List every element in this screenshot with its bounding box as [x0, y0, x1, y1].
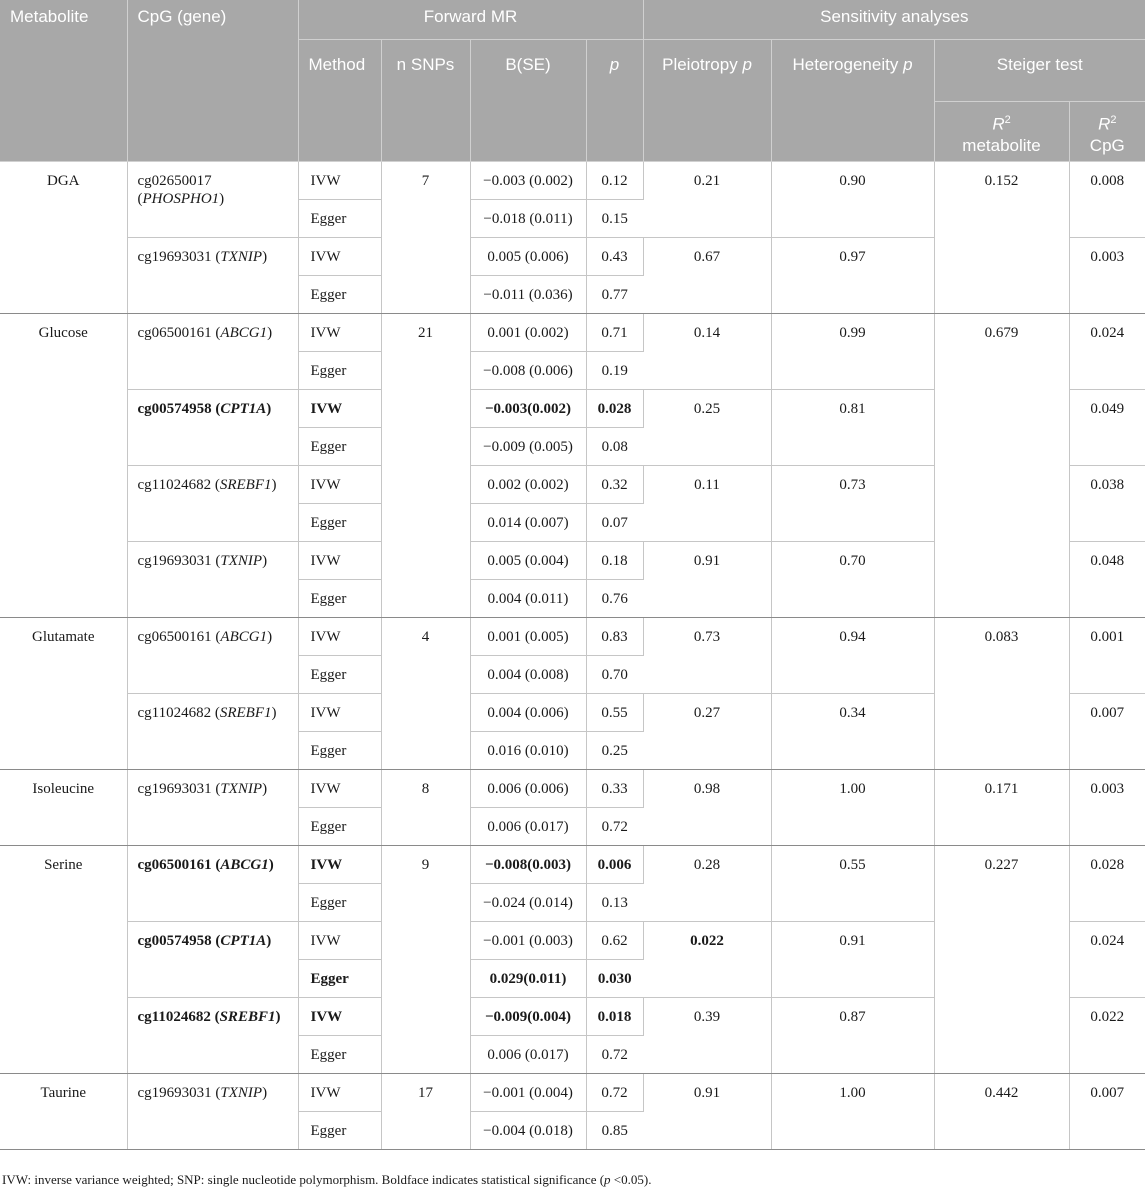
p-cell: 0.43	[586, 238, 643, 276]
p-cell: 0.70	[586, 656, 643, 694]
table-body	[0, 162, 1145, 1150]
p-cell: 0.18	[586, 542, 643, 580]
r2-cpg-cell: 0.024	[1069, 314, 1145, 390]
r2-cpg-cell: 0.007	[1069, 694, 1145, 770]
heterogeneity-p-cell: 1.00	[771, 1074, 934, 1150]
pleiotropy-p-cell: 0.39	[643, 998, 771, 1074]
pleiotropy-p-cell: 0.25	[643, 390, 771, 466]
p-cell: 0.76	[586, 580, 643, 618]
cpg-gene-cell: cg06500161 (ABCG1)	[127, 618, 298, 694]
cpg-id: cg06500161	[137, 629, 212, 645]
header-sensitivity: Sensitivity analyses	[643, 0, 1145, 40]
header-method: Method	[298, 40, 381, 162]
cpg-id: cg19693031	[137, 553, 212, 569]
header-metabolite: Metabolite	[0, 0, 127, 162]
gene-name: SREBF1	[219, 477, 272, 493]
metabolite-cell: Taurine	[0, 1074, 127, 1150]
gene-name: ABCG1	[220, 325, 268, 341]
b-se-cell: 0.006 (0.006)	[470, 770, 586, 808]
table-row	[0, 162, 1145, 200]
method-cell: IVW	[298, 542, 381, 580]
r2-metabolite-cell: 0.083	[934, 618, 1069, 770]
heterogeneity-p-cell: 0.90	[771, 162, 934, 238]
cpg-gene-cell: cg06500161 (ABCG1)	[127, 314, 298, 390]
method-cell: Egger	[298, 504, 381, 542]
gene-name: TXNIP	[220, 553, 263, 569]
method-cell: IVW	[298, 618, 381, 656]
gene-name: TXNIP	[220, 1085, 263, 1101]
heterogeneity-p-cell: 1.00	[771, 770, 934, 846]
b-se-cell: 0.004 (0.008)	[470, 656, 586, 694]
pleiotropy-p-cell: 0.67	[643, 238, 771, 314]
header-n-snps: n SNPs	[381, 40, 470, 162]
p-cell: 0.13	[586, 884, 643, 922]
metabolite-cell: Glutamate	[0, 618, 127, 770]
heterogeneity-p-cell: 0.34	[771, 694, 934, 770]
method-cell: Egger	[298, 960, 381, 998]
footnote: IVW: inverse variance weighted; SNP: single nucleotide polymorphism. Boldface indicates statistical significance (p <0.05).	[2, 1172, 652, 1187]
n-snps-cell: 21	[381, 314, 470, 618]
method-cell: IVW	[298, 770, 381, 808]
r2-cpg-cell: 0.003	[1069, 770, 1145, 846]
b-se-cell: 0.005 (0.006)	[470, 238, 586, 276]
b-se-cell: −0.001 (0.004)	[470, 1074, 586, 1112]
r2-cpg-cell: 0.003	[1069, 238, 1145, 314]
r2-metabolite-cell: 0.227	[934, 846, 1069, 1074]
r2-cpg-cell: 0.024	[1069, 922, 1145, 998]
metabolite-cell: Glucose	[0, 314, 127, 618]
pleiotropy-p-cell: 0.98	[643, 770, 771, 846]
header-cpg-gene: CpG (gene)	[127, 0, 298, 162]
pleiotropy-p-cell: 0.21	[643, 162, 771, 238]
cpg-gene-cell: cg11024682 (SREBF1)	[127, 466, 298, 542]
cpg-gene-cell: cg19693031 (TXNIP)	[127, 238, 298, 314]
n-snps-cell: 4	[381, 618, 470, 770]
pleiotropy-p-cell: 0.28	[643, 846, 771, 922]
gene-name: ABCG1	[220, 629, 268, 645]
heterogeneity-p-cell: 0.70	[771, 542, 934, 618]
cpg-gene-cell: cg11024682 (SREBF1)	[127, 998, 298, 1074]
p-cell: 0.19	[586, 352, 643, 390]
metabolite-cell: Serine	[0, 846, 127, 1074]
b-se-cell: −0.004 (0.018)	[470, 1112, 586, 1150]
cpg-id: cg11024682	[137, 705, 212, 721]
r2-cpg-cell: 0.008	[1069, 162, 1145, 238]
b-se-cell: −0.024 (0.014)	[470, 884, 586, 922]
b-se-cell: −0.003 (0.002)	[470, 162, 586, 200]
p-cell: 0.028	[586, 390, 643, 428]
cpg-id: cg02650017	[137, 173, 212, 189]
b-se-cell: 0.004 (0.011)	[470, 580, 586, 618]
r2-metabolite-cell: 0.442	[934, 1074, 1069, 1150]
gene-name: SREBF1	[219, 1009, 276, 1025]
method-cell: Egger	[298, 200, 381, 238]
method-cell: Egger	[298, 808, 381, 846]
p-cell: 0.72	[586, 1074, 643, 1112]
heterogeneity-p-cell: 0.97	[771, 238, 934, 314]
p-cell: 0.72	[586, 808, 643, 846]
p-cell: 0.72	[586, 1036, 643, 1074]
pleiotropy-p-cell: 0.27	[643, 694, 771, 770]
method-cell: IVW	[298, 466, 381, 504]
method-cell: IVW	[298, 922, 381, 960]
b-se-cell: 0.004 (0.006)	[470, 694, 586, 732]
p-cell: 0.85	[586, 1112, 643, 1150]
r2-metabolite-cell: 0.679	[934, 314, 1069, 618]
b-se-cell: −0.009 (0.005)	[470, 428, 586, 466]
table-row	[0, 846, 1145, 884]
cpg-gene-cell: cg19693031 (TXNIP)	[127, 1074, 298, 1150]
pleiotropy-p-cell: 0.14	[643, 314, 771, 390]
r2-cpg-cell: 0.007	[1069, 1074, 1145, 1150]
heterogeneity-p-cell: 0.94	[771, 618, 934, 694]
p-cell: 0.77	[586, 276, 643, 314]
cpg-id: cg19693031	[137, 781, 212, 797]
cpg-id: cg00574958	[137, 401, 212, 417]
n-snps-cell: 17	[381, 1074, 470, 1150]
cpg-id: cg06500161	[137, 857, 212, 873]
b-se-cell: −0.001 (0.003)	[470, 922, 586, 960]
b-se-cell: 0.005 (0.004)	[470, 542, 586, 580]
b-se-cell: 0.006 (0.017)	[470, 808, 586, 846]
method-cell: Egger	[298, 276, 381, 314]
cpg-gene-cell: cg19693031 (TXNIP)	[127, 770, 298, 846]
p-cell: 0.25	[586, 732, 643, 770]
r2-cpg-cell: 0.028	[1069, 846, 1145, 922]
b-se-cell: −0.003(0.002)	[470, 390, 586, 428]
method-cell: IVW	[298, 1074, 381, 1112]
r2-cpg-cell: 0.022	[1069, 998, 1145, 1074]
b-se-cell: 0.001 (0.002)	[470, 314, 586, 352]
header-r2-cpg: $R^2$ CpG	[1069, 102, 1145, 162]
metabolite-cell: Isoleucine	[0, 770, 127, 846]
cpg-id: cg11024682	[137, 477, 212, 493]
b-se-cell: −0.009(0.004)	[470, 998, 586, 1036]
r2-cpg-cell: 0.001	[1069, 618, 1145, 694]
method-cell: Egger	[298, 732, 381, 770]
p-cell: 0.12	[586, 162, 643, 200]
method-cell: Egger	[298, 428, 381, 466]
cpg-gene-cell: cg11024682 (SREBF1)	[127, 694, 298, 770]
gene-name: CPT1A	[220, 933, 267, 949]
heterogeneity-p-cell: 0.91	[771, 922, 934, 998]
r2-metabolite-cell: 0.152	[934, 162, 1069, 314]
method-cell: IVW	[298, 390, 381, 428]
cpg-gene-cell: cg00574958 (CPT1A)	[127, 390, 298, 466]
header-b-se: B(SE)	[470, 40, 586, 162]
b-se-cell: −0.011 (0.036)	[470, 276, 586, 314]
pleiotropy-p-cell: 0.91	[643, 1074, 771, 1150]
cpg-id: cg11024682	[137, 1009, 211, 1025]
pleiotropy-p-cell: 0.73	[643, 618, 771, 694]
heterogeneity-p-cell: 0.81	[771, 390, 934, 466]
cpg-id: cg06500161	[137, 325, 212, 341]
p-cell: 0.006	[586, 846, 643, 884]
gene-name: PHOSPHO1	[142, 191, 220, 207]
p-cell: 0.55	[586, 694, 643, 732]
heterogeneity-p-cell: 0.87	[771, 998, 934, 1074]
p-cell: 0.15	[586, 200, 643, 238]
header-forward-mr: Forward MR	[298, 0, 643, 40]
r2-cpg-cell: 0.048	[1069, 542, 1145, 618]
method-cell: Egger	[298, 1036, 381, 1074]
p-cell: 0.71	[586, 314, 643, 352]
table-row	[0, 314, 1145, 352]
header-p: p	[586, 40, 643, 162]
method-cell: Egger	[298, 580, 381, 618]
p-cell: 0.62	[586, 922, 643, 960]
b-se-cell: 0.016 (0.010)	[470, 732, 586, 770]
method-cell: IVW	[298, 238, 381, 276]
p-cell: 0.08	[586, 428, 643, 466]
b-se-cell: −0.008(0.003)	[470, 846, 586, 884]
table-row	[0, 770, 1145, 808]
header-steiger-test: Steiger test	[934, 40, 1145, 102]
pleiotropy-p-cell: 0.022	[643, 922, 771, 998]
method-cell: Egger	[298, 1112, 381, 1150]
pleiotropy-p-cell: 0.91	[643, 542, 771, 618]
n-snps-cell: 9	[381, 846, 470, 1074]
metabolite-cell: DGA	[0, 162, 127, 314]
cpg-gene-cell: cg02650017 (PHOSPHO1)	[127, 162, 298, 238]
cpg-id: cg19693031	[137, 1085, 212, 1101]
method-cell: IVW	[298, 846, 381, 884]
table-row	[0, 618, 1145, 656]
method-cell: Egger	[298, 884, 381, 922]
pleiotropy-p-cell: 0.11	[643, 466, 771, 542]
method-cell: IVW	[298, 162, 381, 200]
gene-name: TXNIP	[220, 249, 263, 265]
cpg-gene-cell: cg06500161 (ABCG1)	[127, 846, 298, 922]
method-cell: Egger	[298, 352, 381, 390]
header-pleiotropy-p: Pleiotropy p	[643, 40, 771, 162]
p-cell: 0.018	[586, 998, 643, 1036]
header-r2-metabolite: $R^2$ metabolite	[934, 102, 1069, 162]
cpg-id: cg00574958	[137, 933, 212, 949]
heterogeneity-p-cell: 0.99	[771, 314, 934, 390]
table-row	[0, 1074, 1145, 1112]
heterogeneity-p-cell: 0.55	[771, 846, 934, 922]
gene-name: CPT1A	[220, 401, 267, 417]
b-se-cell: 0.014 (0.007)	[470, 504, 586, 542]
heterogeneity-p-cell: 0.73	[771, 466, 934, 542]
p-cell: 0.07	[586, 504, 643, 542]
n-snps-cell: 7	[381, 162, 470, 314]
r2-metabolite-cell: 0.171	[934, 770, 1069, 846]
header-heterogeneity-p: Heterogeneity p	[771, 40, 934, 162]
b-se-cell: −0.018 (0.011)	[470, 200, 586, 238]
cpg-gene-cell: cg19693031 (TXNIP)	[127, 542, 298, 618]
p-cell: 0.030	[586, 960, 643, 998]
cpg-id: cg19693031	[137, 249, 212, 265]
r2-cpg-cell: 0.038	[1069, 466, 1145, 542]
cpg-gene-cell: cg00574958 (CPT1A)	[127, 922, 298, 998]
gene-name: TXNIP	[220, 781, 263, 797]
p-cell: 0.32	[586, 466, 643, 504]
b-se-cell: 0.001 (0.005)	[470, 618, 586, 656]
gene-name: SREBF1	[219, 705, 272, 721]
method-cell: IVW	[298, 314, 381, 352]
method-cell: Egger	[298, 656, 381, 694]
b-se-cell: −0.008 (0.006)	[470, 352, 586, 390]
method-cell: IVW	[298, 998, 381, 1036]
gene-name: ABCG1	[220, 857, 269, 873]
method-cell: IVW	[298, 694, 381, 732]
n-snps-cell: 8	[381, 770, 470, 846]
r2-cpg-cell: 0.049	[1069, 390, 1145, 466]
b-se-cell: 0.029(0.011)	[470, 960, 586, 998]
b-se-cell: 0.006 (0.017)	[470, 1036, 586, 1074]
b-se-cell: 0.002 (0.002)	[470, 466, 586, 504]
p-cell: 0.83	[586, 618, 643, 656]
p-cell: 0.33	[586, 770, 643, 808]
